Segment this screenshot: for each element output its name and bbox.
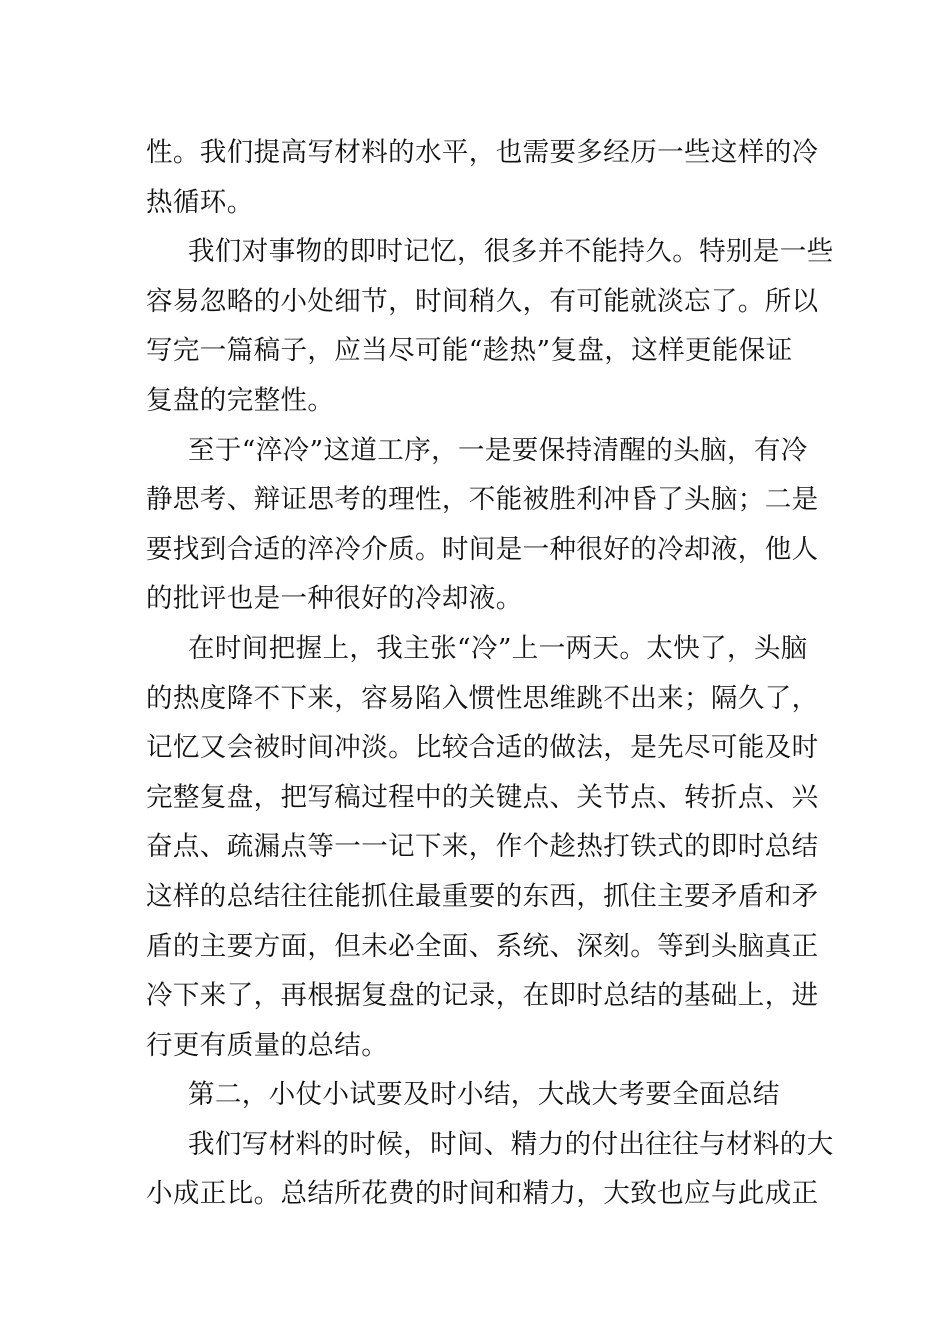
text-line: 复盘的完整性。 <box>146 384 335 416</box>
text-line: 我们对事物的即时记忆，很多并不能持久。特别是一些 <box>188 236 834 268</box>
text-line: 写完一篇稿子，应当尽可能“趁热”复盘，这样更能保证 <box>146 335 793 367</box>
text-line: 完整复盘，把写稿过程中的关键点、关节点、转折点、兴 <box>146 781 819 813</box>
text-line: 性。我们提高写材料的水平，也需要多经历一些这样的冷 <box>146 137 819 168</box>
text-line: 在时间把握上，我主张“冷”上一两天。太快了，头脑 <box>188 632 808 664</box>
body-text <box>146 128 834 1219</box>
text-line: 行更有质量的总结。 <box>146 1029 389 1061</box>
text-line: 静思考、辩证思考的理性，不能被胜利冲昏了头脑；二是 <box>146 484 819 516</box>
text-line: 我们写材料的时候，时间、精力的付出往往与材料的大 <box>188 1128 834 1160</box>
text-line: 盾的主要方面，但未必全面、系统、深刻。等到头脑真正 <box>146 930 819 962</box>
text-line: 的批评也是一种很好的冷却液。 <box>146 583 523 615</box>
text-line: 容易忽略的小处细节，时间稍久，有可能就淡忘了。所以 <box>146 285 819 317</box>
text-line: 第二，小仗小试要及时小结，大战大考要全面总结 <box>188 1079 780 1111</box>
text-line: 的热度降不下来，容易陷入惯性思维跳不出来；隔久了， <box>146 682 819 714</box>
text-line: 这样的总结往往能抓住最重要的东西，抓住主要矛盾和矛 <box>146 880 819 912</box>
text-line: 冷下来了，再根据复盘的记录，在即时总结的基础上，进 <box>146 980 819 1012</box>
text-line: 至于“淬冷”这道工序，一是要保持清醒的头脑，有冷 <box>188 434 808 466</box>
text-line: 记忆又会被时间冲淡。比较合适的做法，是先尽可能及时 <box>146 732 819 764</box>
text-line: 小成正比。总结所花费的时间和精力，大致也应与此成正 <box>146 1178 819 1210</box>
text-line: 要找到合适的淬冷介质。时间是一种很好的冷却液，他人 <box>146 533 819 565</box>
text-line: 热循环。 <box>146 186 254 218</box>
text-line: 奋点、疏漏点等一一记下来，作个趁热打铁式的即时总结 <box>146 831 819 863</box>
